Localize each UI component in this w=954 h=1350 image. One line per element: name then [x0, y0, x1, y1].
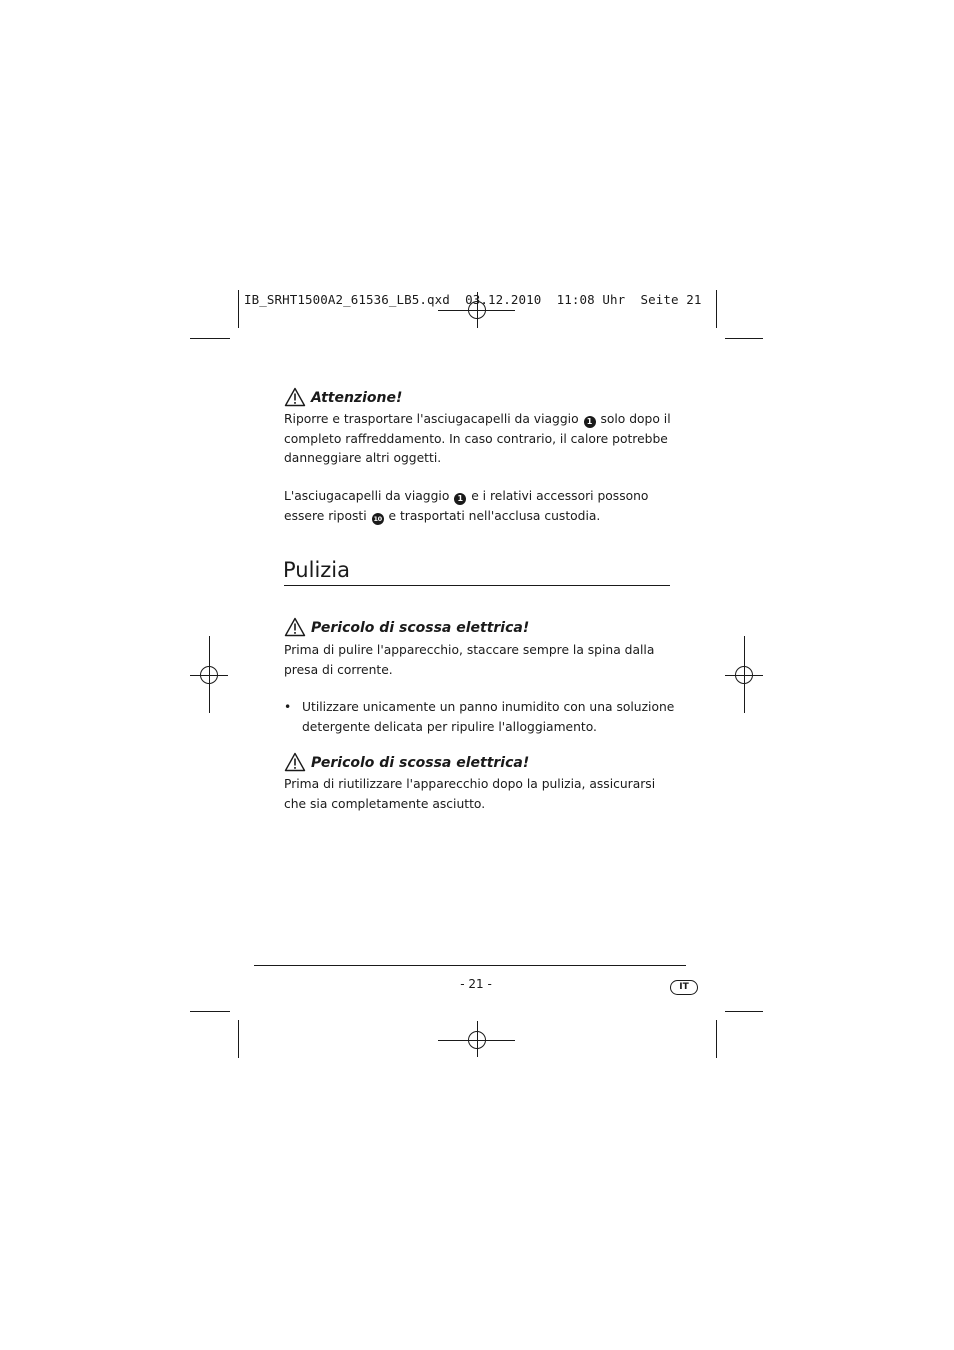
crop-mark — [725, 1011, 763, 1012]
part-number-badge: 1 — [454, 493, 466, 505]
registration-mark-circle — [468, 1031, 486, 1049]
crop-mark — [190, 1011, 230, 1012]
page-number: - 21 - — [460, 977, 492, 991]
crop-mark — [238, 1020, 239, 1058]
attention-paragraph-1 — [284, 410, 676, 469]
text: e trasportati nell'acclusa custodia. — [388, 508, 601, 523]
warning-heading-1 — [284, 617, 529, 637]
print-slug: IB_SRHT1500A2_61536_LB5.qxd 03.12.2010 11:08 Uhr Seite 21 — [244, 292, 702, 307]
warning-title: Pericolo di scossa elettrica! — [311, 755, 530, 771]
warning-title: Pericolo di scossa elettrica! — [311, 620, 530, 636]
attention-paragraph-2 — [284, 487, 676, 526]
part-number-badge: 10 — [373, 514, 382, 523]
attention-heading — [284, 387, 402, 407]
warning-icon — [284, 617, 306, 637]
warning-icon — [284, 752, 306, 772]
warning-icon — [284, 387, 306, 407]
crop-mark — [238, 290, 239, 328]
section-divider — [284, 585, 670, 586]
crop-mark — [725, 338, 763, 339]
text: e i relativi accessori possono essere riposti — [284, 489, 649, 523]
crop-mark — [716, 1020, 717, 1058]
list-item-text: Utilizzare unicamente un panno inumidito con una soluzione detergente delicata per ripulire l'alloggiamento. — [302, 700, 675, 734]
text: L'asciugacapelli da viaggio — [284, 489, 450, 503]
text: solo dopo il completo raffreddamento. In caso contrario, il calore potrebbe danneggiare altri oggetti. — [284, 412, 671, 465]
attention-title: Attenzione! — [311, 390, 403, 406]
crop-mark — [716, 290, 717, 328]
registration-mark-circle — [200, 666, 218, 684]
bullet-mark: • — [284, 700, 292, 714]
warning-text-2: Prima di riutilizzare l'apparecchio dopo la pulizia, assicurarsi che sia completamente asciutto. — [284, 777, 656, 811]
footer-divider — [254, 965, 686, 966]
section-title: Pulizia — [283, 558, 350, 582]
text: Riporre e trasportare l'asciugacapelli da viaggio — [284, 412, 579, 426]
warning-heading-2 — [284, 752, 529, 772]
list-item — [284, 698, 676, 737]
language-badge: IT — [670, 980, 698, 995]
crop-mark — [190, 338, 230, 339]
warning-text-1: Prima di pulire l'apparecchio, staccare sempre la spina dalla presa di corrente. — [284, 643, 655, 677]
part-number-badge: 1 — [584, 416, 596, 428]
registration-mark-circle — [735, 666, 753, 684]
